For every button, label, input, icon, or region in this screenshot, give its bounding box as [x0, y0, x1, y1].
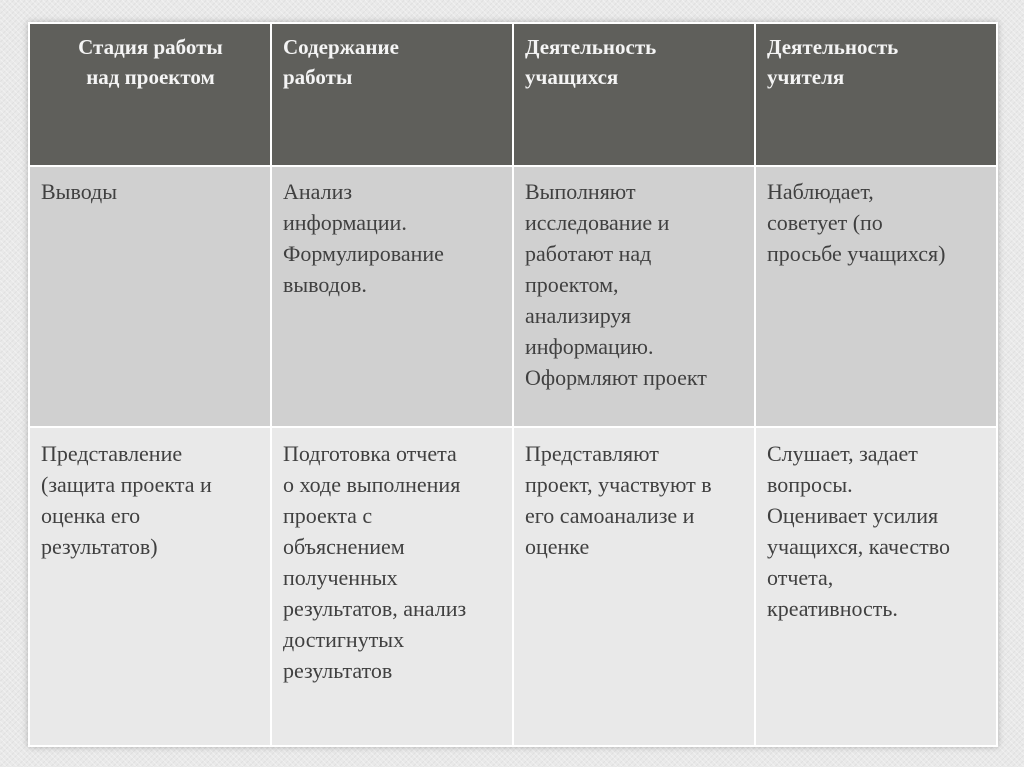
cell-teacher-activity: Наблюдает, советует (по просьбе учащихся) [755, 166, 997, 427]
cell-stage: Выводы [29, 166, 271, 427]
header-student-activity: Деятельность учащихся [513, 23, 755, 166]
project-stages-table [28, 22, 998, 747]
table-row [29, 427, 997, 746]
cell-content: Анализ информации. Формулирование выводов. [271, 166, 513, 427]
table-header-row [29, 23, 997, 166]
cell-content: Подготовка отчета о ходе выполнения проекта с объяснением полученных результатов, анализ достигнутых результатов [271, 427, 513, 746]
cell-teacher-activity: Слушает, задает вопросы. Оценивает усилия учащихся, качество отчета, креативность. [755, 427, 997, 746]
table-row [29, 166, 997, 427]
header-content: Содержание работы [271, 23, 513, 166]
cell-student-activity: Выполняют исследование и работают над проектом, анализируя информацию. Оформляют проект [513, 166, 755, 427]
header-stage: Стадия работы над проектом [29, 23, 271, 166]
cell-stage: Представление (защита проекта и оценка его результатов) [29, 427, 271, 746]
header-teacher-activity: Деятельность учителя [755, 23, 997, 166]
cell-student-activity: Представляют проект, участвуют в его самоанализе и оценке [513, 427, 755, 746]
